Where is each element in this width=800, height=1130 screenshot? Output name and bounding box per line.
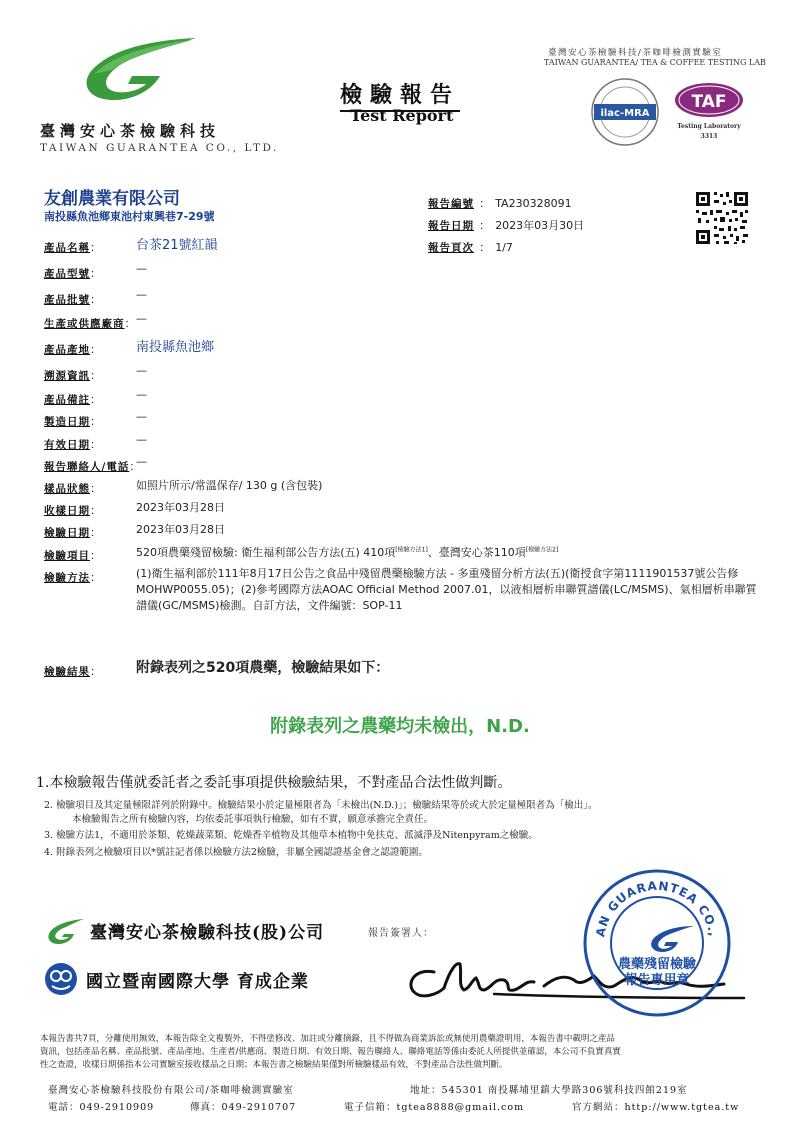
taf-number: 3313 (700, 133, 718, 140)
footer-phone: 電話：049-2910909 (48, 1102, 155, 1113)
field-label: 產品備註 (44, 394, 90, 406)
lab-name-cn: 臺灣安心茶檢驗科技/茶咖啡檢測實驗室 (548, 48, 723, 58)
field-label: 產品型號 (44, 268, 90, 280)
svg-text:TAIWAN GUARANTEA CO., LTD. (582, 868, 721, 943)
field-label: 檢驗方法 (44, 572, 90, 584)
stamp-line-2: 報告專用章 (624, 973, 690, 988)
university-logo (44, 962, 78, 996)
stamp-line-1: 農藥殘留檢驗 (617, 957, 697, 972)
footer-disclaimer (40, 1033, 760, 1072)
signature-company-name: 臺灣安心茶檢驗科技(股)公司 (90, 923, 325, 943)
field-value: — (136, 388, 147, 401)
field-value: — (136, 262, 147, 275)
footer-lab-name: 臺灣安心茶檢驗科技股份有限公司/茶咖啡檢測實驗室 (48, 1085, 294, 1096)
taf-text: TAF (691, 92, 727, 112)
company-logo (74, 30, 199, 110)
university-name: 國立暨南國際大學 育成企業 (86, 972, 309, 992)
field-label: 報告聯絡人/電話 (44, 461, 130, 473)
report-date-row: 報告日期 ： 2023年03月30日 (428, 219, 585, 232)
method-line: MOHWP0055.05)；(2)參考國際方法AOAC Official Method 2007.01，以液相層析串聯質譜儀(LC/MSMS)、氣相層析串聯質 (136, 583, 757, 596)
field-label: 溯源資訊 (44, 370, 90, 382)
field-label: 生產或供應廠商 (44, 318, 125, 330)
report-number-label: 報告編號 (428, 198, 474, 210)
report-title-cn: 檢驗報告 (340, 78, 460, 112)
taf-subtitle: Testing Laboratory (677, 123, 741, 130)
field-product-batch: 產品批號： — (44, 288, 147, 306)
field-value: 台茶21號紅韻 (136, 238, 218, 253)
field-value: — (136, 312, 147, 325)
field-test-date: 檢驗日期： 2023年03月28日 (44, 523, 225, 539)
note-2a: 2. 檢驗項目及其定量極限詳列於附錄中。檢驗結果小於定量極限者為「未檢出(N.D.)」；檢驗結果等於或大於定量極限者為「檢出」。 (44, 800, 598, 811)
field-value: 520項農藥殘留檢驗: 衛生福利部公告方法(五) 410項[檢驗方法1]、臺灣安心茶110項[檢驗方法2] (136, 546, 559, 559)
field-label: 產品產地 (44, 344, 90, 356)
result-headline: 附錄表列之農藥均未檢出，N.D. (270, 716, 530, 737)
client-name: 友創農業有限公司 (44, 189, 180, 209)
field-value: 南投縣魚池鄉 (136, 340, 215, 355)
field-value: — (136, 364, 147, 377)
field-origin: 產品產地： 南投縣魚池鄉 (44, 338, 424, 357)
field-sample-state: 樣品狀態： 如照片所示/常溫保存/ 130 g (含包裝) (44, 479, 323, 495)
report-date-label: 報告日期 (428, 220, 474, 232)
field-manufacturer: 生產或供應廠商： — (44, 312, 147, 330)
field-label: 樣品狀態 (44, 483, 90, 495)
field-traceability: 溯源資訊： — (44, 364, 147, 382)
lab-name-en: TAIWAN GUARANTEA/ TEA & COFFEE TESTING LAB (544, 58, 766, 67)
result-row: 檢驗結果： 附錄表列之520項農藥，檢驗結果如下： (44, 660, 744, 679)
footer-website[interactable]: 官方網站：http://www.tgtea.tw (572, 1102, 740, 1113)
stamp-ring-text: AN GUARANTEA CO., (593, 878, 721, 939)
result-intro: 附錄表列之520項農藥，檢驗結果如下： (136, 660, 390, 676)
note-3: 3. 檢驗方法1，不適用於茶類、乾燥蔬菜類、乾燥香辛植物及其他草本植物中免扶克、派滅淨及Nitenpyram之檢驗。 (44, 830, 538, 841)
qr-code (694, 190, 750, 246)
field-value: — (136, 288, 147, 301)
footer-email[interactable]: 電子信箱：tgtea8888@gmail.com (344, 1102, 525, 1113)
field-value: 如照片所示/常溫保存/ 130 g (含包裝) (136, 479, 323, 492)
method-line: (1)衛生福利部於111年8月17日公告之食品中殘留農藥檢驗方法 - 多重殘留分析方法(五)(衛授食字第1111901537號公告修 (136, 567, 739, 580)
disclaimer-line: 性之查證，收樣日期係指本公司實驗室接收樣品之日期；本報告書之檢驗結果僅對所檢驗樣品有效，不對產品合法性做判斷。 (40, 1060, 508, 1070)
client-address: 南投縣魚池鄉東池村東興巷7-29號 (44, 210, 215, 223)
field-contact: 報告聯絡人/電話： — (44, 455, 147, 473)
footer-fax: 傳真：049-2910707 (190, 1102, 297, 1113)
field-value: 2023年03月28日 (136, 501, 225, 514)
report-date-value: 2023年03月30日 (495, 219, 585, 232)
field-label: 產品批號 (44, 294, 90, 306)
taf-logo (672, 80, 747, 142)
field-label: 有效日期 (44, 439, 90, 451)
field-label: 產品名稱 (44, 242, 90, 254)
result-label: 檢驗結果 (44, 666, 90, 678)
signer-label: 報告簽署人： (368, 928, 434, 939)
field-label: 檢驗日期 (44, 527, 90, 539)
field-label: 檢驗項目 (44, 550, 90, 562)
report-page-label: 報告頁次 (428, 242, 474, 254)
field-product-model: 產品型號： — (44, 262, 147, 280)
disclaimer-line: 資訊，包括產品名稱、產品批號、產品產地、生產者/供應商、製造日期、有效日期、報告聯絡人、聯絡電話等係由委託人所提供並確認，本公司不負實真實 (40, 1047, 621, 1057)
field-value: — (136, 433, 147, 446)
field-product-notes: 產品備註： — (44, 388, 147, 406)
report-number-row: 報告編號 ： TA230328091 (428, 197, 572, 210)
note-4: 4. 附錄表列之檢驗項目以*號註記者係以檢驗方法2檢驗，非屬全國認證基金會之認證範圍。 (44, 847, 428, 858)
field-test-method: 檢驗方法： (1)衛生福利部於111年8月17日公告之食品中殘留農藥檢驗方法 - 多重殘留分析方法(五)(衛授食字第1111901537號公告修 MOHWP0055.05)；(2)參考國際方法AOAC Official Method 2007.01，以液相層析串聯質譜儀(LC/MSMS)、氣相層析串聯質 譜儀(GC/MSMS)檢測。自訂方法，文件編號：SOP-11 (44, 566, 764, 585)
method-line: 譜儀(GC/MSMS)檢測。自訂方法，文件編號：SOP-11 (136, 599, 403, 612)
note-2b: 本檢驗報告之所有檢驗內容，均依委託事項執行檢驗，如有不實，願意承擔完全責任。 (72, 814, 434, 825)
field-value (136, 566, 766, 614)
field-test-items: 檢驗項目： 520項農藥殘留檢驗: 衛生福利部公告方法(五) 410項[檢驗方法1]、臺灣安心茶110項[檢驗方法2] (44, 546, 559, 562)
ilac-mra-logo (588, 76, 662, 148)
company-small-logo (44, 916, 86, 946)
field-received-date: 收樣日期： 2023年03月28日 (44, 501, 225, 517)
disclaimer-line: 本報告書共7頁，分離使用無效，本報告除全文複製外，不得塗修改、加註或分離摘錄，且不得做為商業訴訟或無使用農藥證明用，本報告書中載明之產品 (40, 1034, 615, 1044)
field-label: 收樣日期 (44, 505, 90, 517)
field-value: — (136, 455, 147, 468)
field-value: — (136, 410, 147, 423)
field-label: 製造日期 (44, 416, 90, 428)
company-name-en: TAIWAN GUARANTEA CO., LTD. (40, 142, 279, 154)
report-title-en: Test Report (350, 106, 454, 125)
field-value: 2023年03月28日 (136, 523, 225, 536)
field-mfg-date: 製造日期： — (44, 410, 147, 428)
field-expiry-date: 有效日期： — (44, 433, 147, 451)
footer-address: 地址：545301 南投縣埔里鎮大學路306號科技四館219室 (410, 1085, 688, 1096)
report-page-value: 1/7 (495, 241, 513, 254)
field-product-name: 產品名稱： 台茶21號紅韻 (44, 236, 424, 255)
note-1: 1.本檢驗報告僅就委託者之委託事項提供檢驗結果，不對產品合法性做判斷。 (36, 775, 512, 791)
report-number-value: TA230328091 (495, 197, 572, 210)
ilac-text: ilac-MRA (600, 108, 650, 119)
report-page-row: 報告頁次 ： 1/7 (428, 241, 513, 254)
company-name-cn: 臺灣安心茶檢驗科技 (40, 122, 221, 140)
official-stamp (582, 868, 732, 1018)
